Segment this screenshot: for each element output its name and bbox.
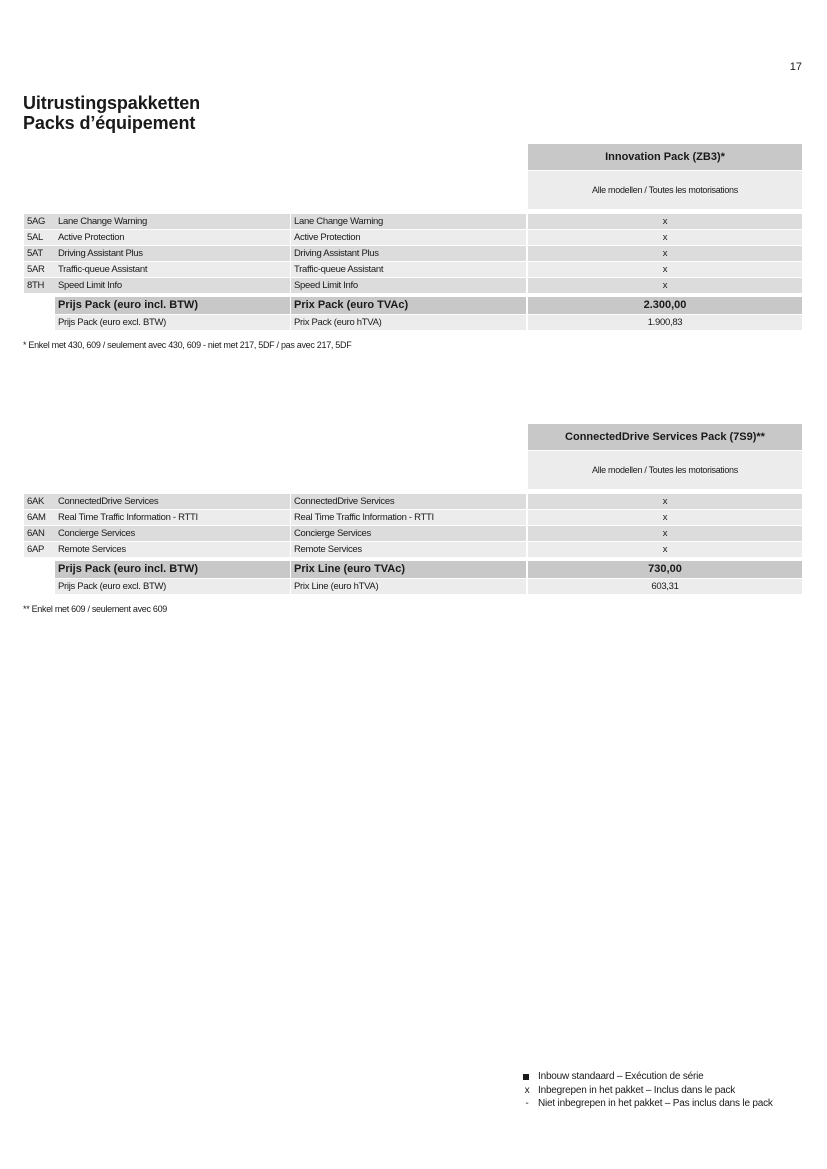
legend-item (522, 1084, 773, 1098)
option-name-fr: Active Protection (291, 230, 526, 245)
legend-text: Inbouw standaard – Exécution de série (538, 1071, 704, 1082)
price-incl-value: 730,00 (528, 561, 802, 578)
option-name-nl: Driving Assistant Plus (55, 246, 290, 261)
footnote: ** Enkel met 609 / seulement avec 609 (23, 604, 167, 614)
title-dutch: Uitrustingspakketten (23, 93, 201, 113)
legend (522, 1070, 773, 1111)
option-name-nl: Speed Limit Info (55, 278, 290, 293)
option-value: x (528, 246, 802, 261)
legend-item (522, 1097, 773, 1111)
option-name-nl: Concierge Services (55, 526, 290, 541)
option-name-fr: Traffic-queue Assistant (291, 262, 526, 277)
price-excl-label-nl: Prijs Pack (euro excl. BTW) (55, 579, 290, 594)
option-value: x (528, 542, 802, 557)
option-code: 5AL (24, 230, 55, 245)
price-incl-label-fr: Prix Line (euro TVAc) (291, 561, 526, 578)
price-excl-value: 603,31 (528, 579, 802, 594)
option-value: x (528, 262, 802, 277)
legend-text: Niet inbegrepen in het pakket – Pas inclus dans le pack (538, 1098, 773, 1109)
option-name-fr: Concierge Services (291, 526, 526, 541)
option-name-fr: Real Time Traffic Information - RTTI (291, 510, 526, 525)
option-code: 6AP (24, 542, 55, 557)
option-name-fr: Speed Limit Info (291, 278, 526, 293)
option-code: 6AN (24, 526, 55, 541)
option-name-nl: ConnectedDrive Services (55, 494, 290, 509)
price-incl-value: 2.300,00 (528, 297, 802, 314)
option-name-fr: Lane Change Warning (291, 214, 526, 229)
option-name-nl: Real Time Traffic Information - RTTI (55, 510, 290, 525)
option-value: x (528, 494, 802, 509)
option-value: x (528, 230, 802, 245)
option-value: x (528, 510, 802, 525)
option-name-nl: Lane Change Warning (55, 214, 290, 229)
option-name-fr: Driving Assistant Plus (291, 246, 526, 261)
option-name-nl: Traffic-queue Assistant (55, 262, 290, 277)
option-value: x (528, 278, 802, 293)
pack-subtitle: Alle modellen / Toutes les motorisations (528, 171, 802, 209)
option-code: 8TH (24, 278, 55, 293)
pack-name: ConnectedDrive Services Pack (7S9)** (528, 424, 802, 450)
footnote: * Enkel met 430, 609 / seulement avec 430, 609 - niet met 217, 5DF / pas avec 217, 5DF (23, 340, 352, 350)
option-value: x (528, 214, 802, 229)
price-incl-label-nl: Prijs Pack (euro incl. BTW) (55, 561, 290, 578)
price-incl-label-nl: Prijs Pack (euro incl. BTW) (55, 297, 290, 314)
page-title (23, 93, 200, 133)
title-french: Packs d’équipement (23, 113, 196, 133)
pack-subtitle: Alle modellen / Toutes les motorisations (528, 451, 802, 489)
option-code: 5AG (24, 214, 55, 229)
option-code: 6AK (24, 494, 55, 509)
page-number: 17 (789, 61, 802, 73)
price-incl-label-fr: Prix Pack (euro TVAc) (291, 297, 526, 314)
price-excl-label-nl: Prijs Pack (euro excl. BTW) (55, 315, 290, 330)
price-excl-label-fr: Prix Pack (euro hTVA) (291, 315, 526, 330)
option-name-nl: Remote Services (55, 542, 290, 557)
option-name-fr: ConnectedDrive Services (291, 494, 526, 509)
price-excl-value: 1.900,83 (528, 315, 802, 330)
option-name-fr: Remote Services (291, 542, 526, 557)
pack-name: Innovation Pack (ZB3)* (528, 144, 802, 170)
option-code: 6AM (24, 510, 55, 525)
dash-symbol: - (525, 1098, 529, 1109)
price-excl-label-fr: Prix Line (euro hTVA) (291, 579, 526, 594)
option-code: 5AR (24, 262, 55, 277)
legend-text: Inbegrepen in het pakket – Inclus dans le pack (538, 1084, 736, 1096)
option-code: 5AT (24, 246, 55, 261)
legend-item (522, 1070, 773, 1084)
x-symbol: x (524, 1084, 530, 1096)
option-value: x (528, 526, 802, 541)
option-name-nl: Active Protection (55, 230, 290, 245)
